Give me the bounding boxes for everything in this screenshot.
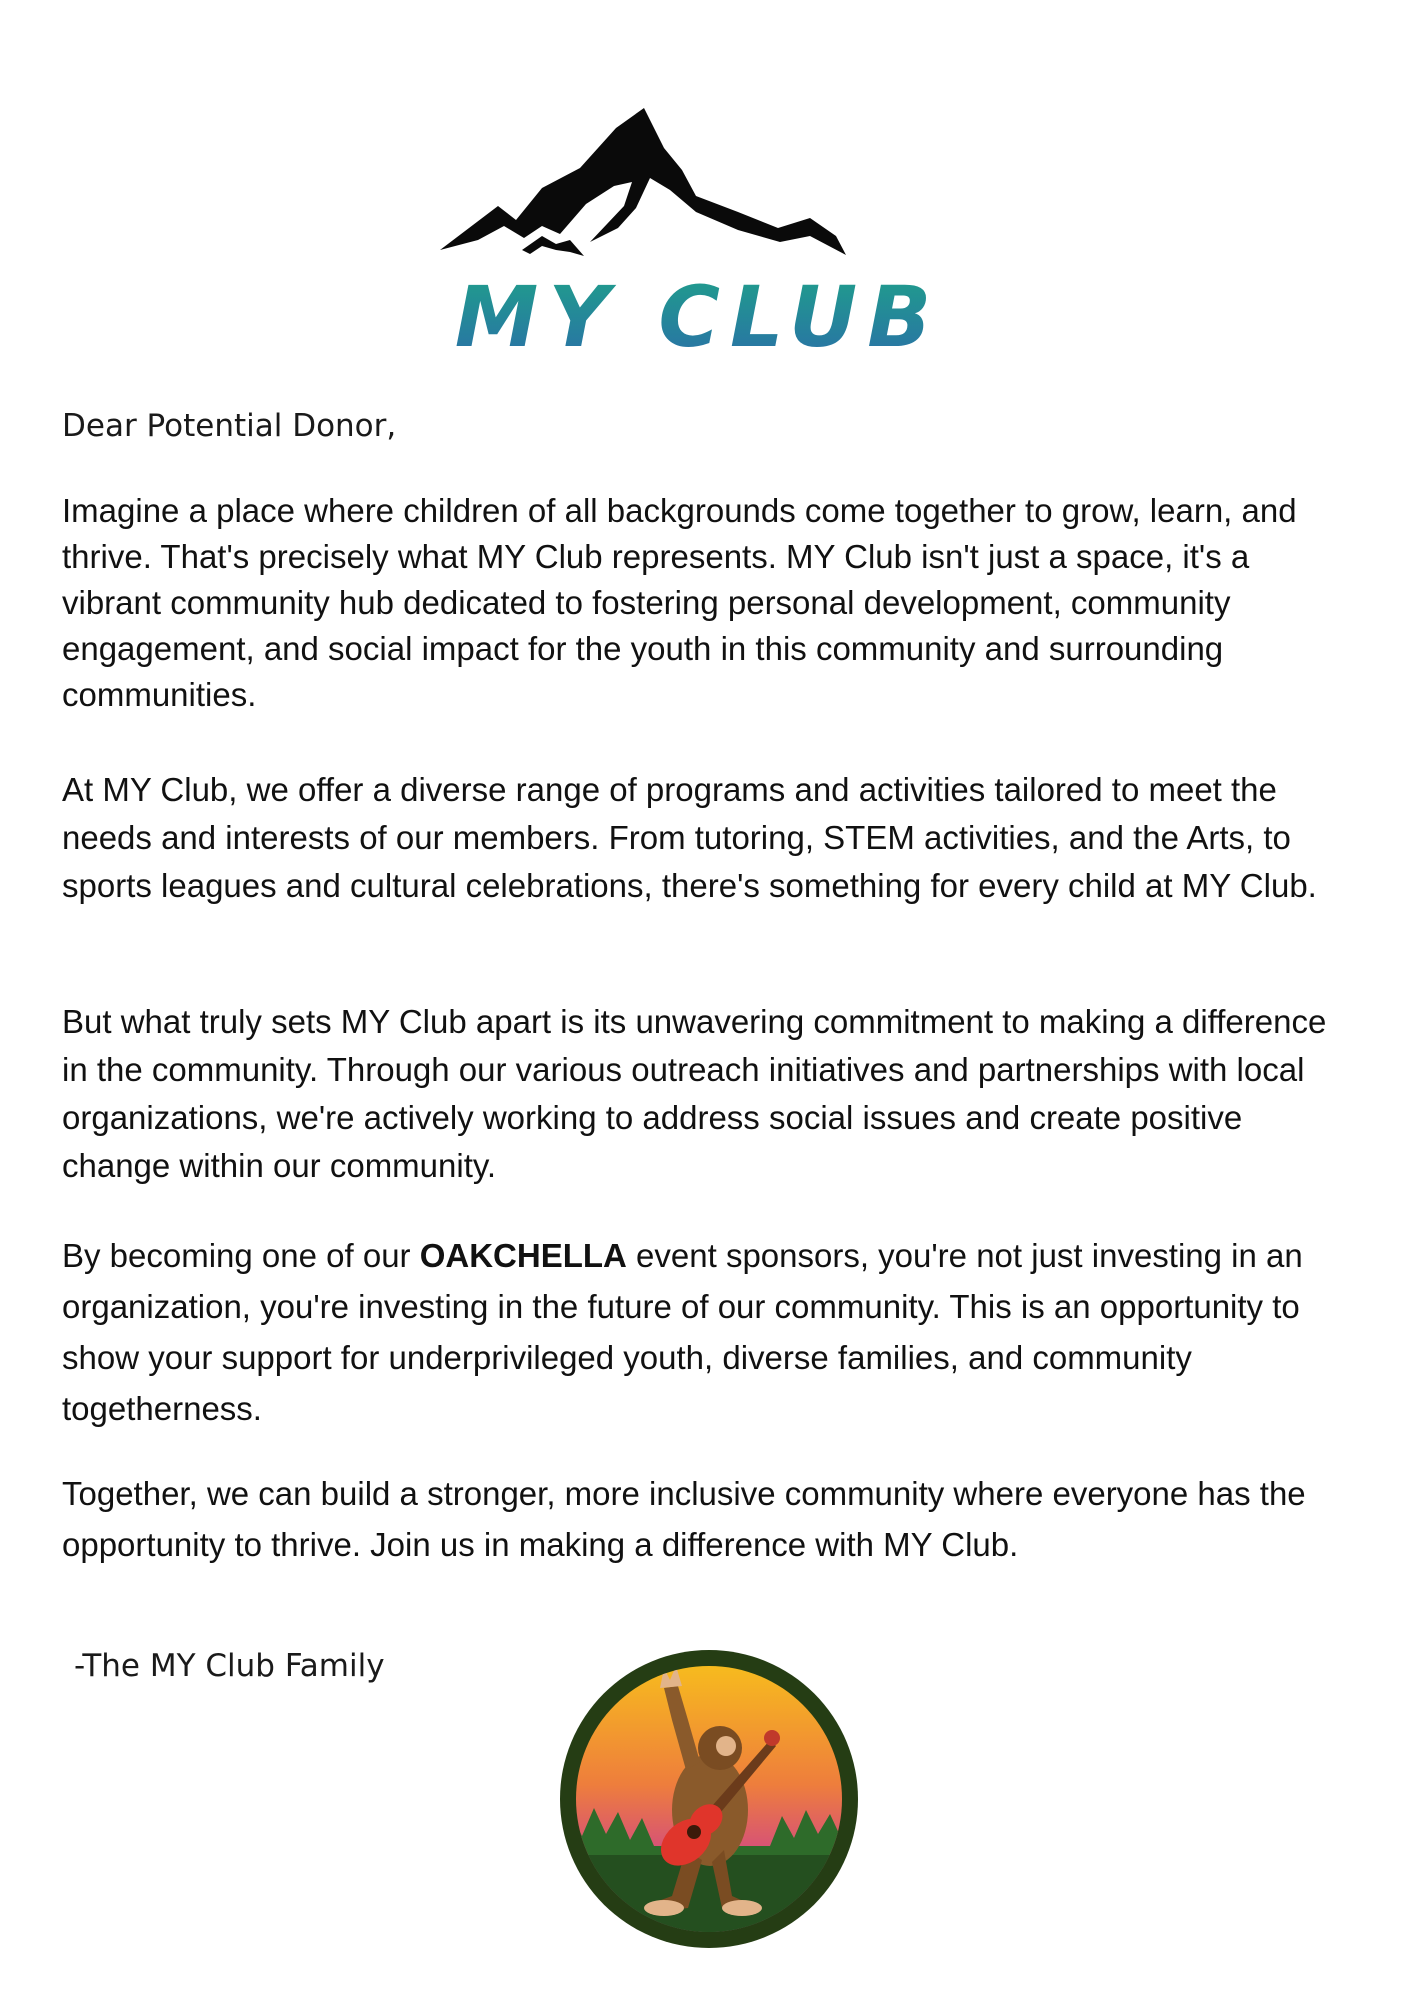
programs-paragraph: At MY Club, we offer a diverse range of programs and activities tailored to meet the needs and interests of our members. From tutoring, STEM activities, and the Arts, to sports leagues and cultural celebrations, there's something for every child at MY Club.	[62, 771, 1317, 904]
event-name: OAKCHELLA	[419, 1237, 627, 1274]
logo-text: MY CLUB	[454, 268, 942, 360]
salutation: Dear Potential Donor,	[62, 408, 397, 444]
sponsor-text-before: By becoming one of our	[62, 1237, 420, 1274]
signature: -The MY Club Family	[74, 1648, 385, 1684]
closing-paragraph: Together, we can build a stronger, more inclusive community where everyone has the opportunity to thrive. Join us in making a difference with MY Club.	[62, 1475, 1306, 1563]
sponsor-paragraph	[62, 1230, 1352, 1434]
intro-paragraph: Imagine a place where children of all backgrounds come together to grow, learn, and thrive. That's precisely what MY Club represents. MY Club isn't just a space, it's a vibrant community hub dedicated to fostering personal development, community engagement, and social impact for the youth in this community and surrounding communities.	[62, 492, 1297, 713]
oakchella-badge	[560, 1650, 858, 1948]
my-club-logo	[438, 108, 966, 360]
mountain-icon	[438, 108, 966, 360]
sponsor-text-after: event sponsors, you're not just investing in an organization, you're investing in the future of our community. This is an opportunity to show your support for underprivileged youth, diverse families, and community togetherness.	[62, 1237, 1303, 1427]
bigfoot-guitar-icon	[560, 1650, 858, 1948]
commitment-paragraph: But what truly sets MY Club apart is its unwavering commitment to making a difference in the community. Through our various outreach initiatives and partnerships with local organizations, we're actively working to address social issues and create positive change within our community.	[62, 1003, 1327, 1184]
